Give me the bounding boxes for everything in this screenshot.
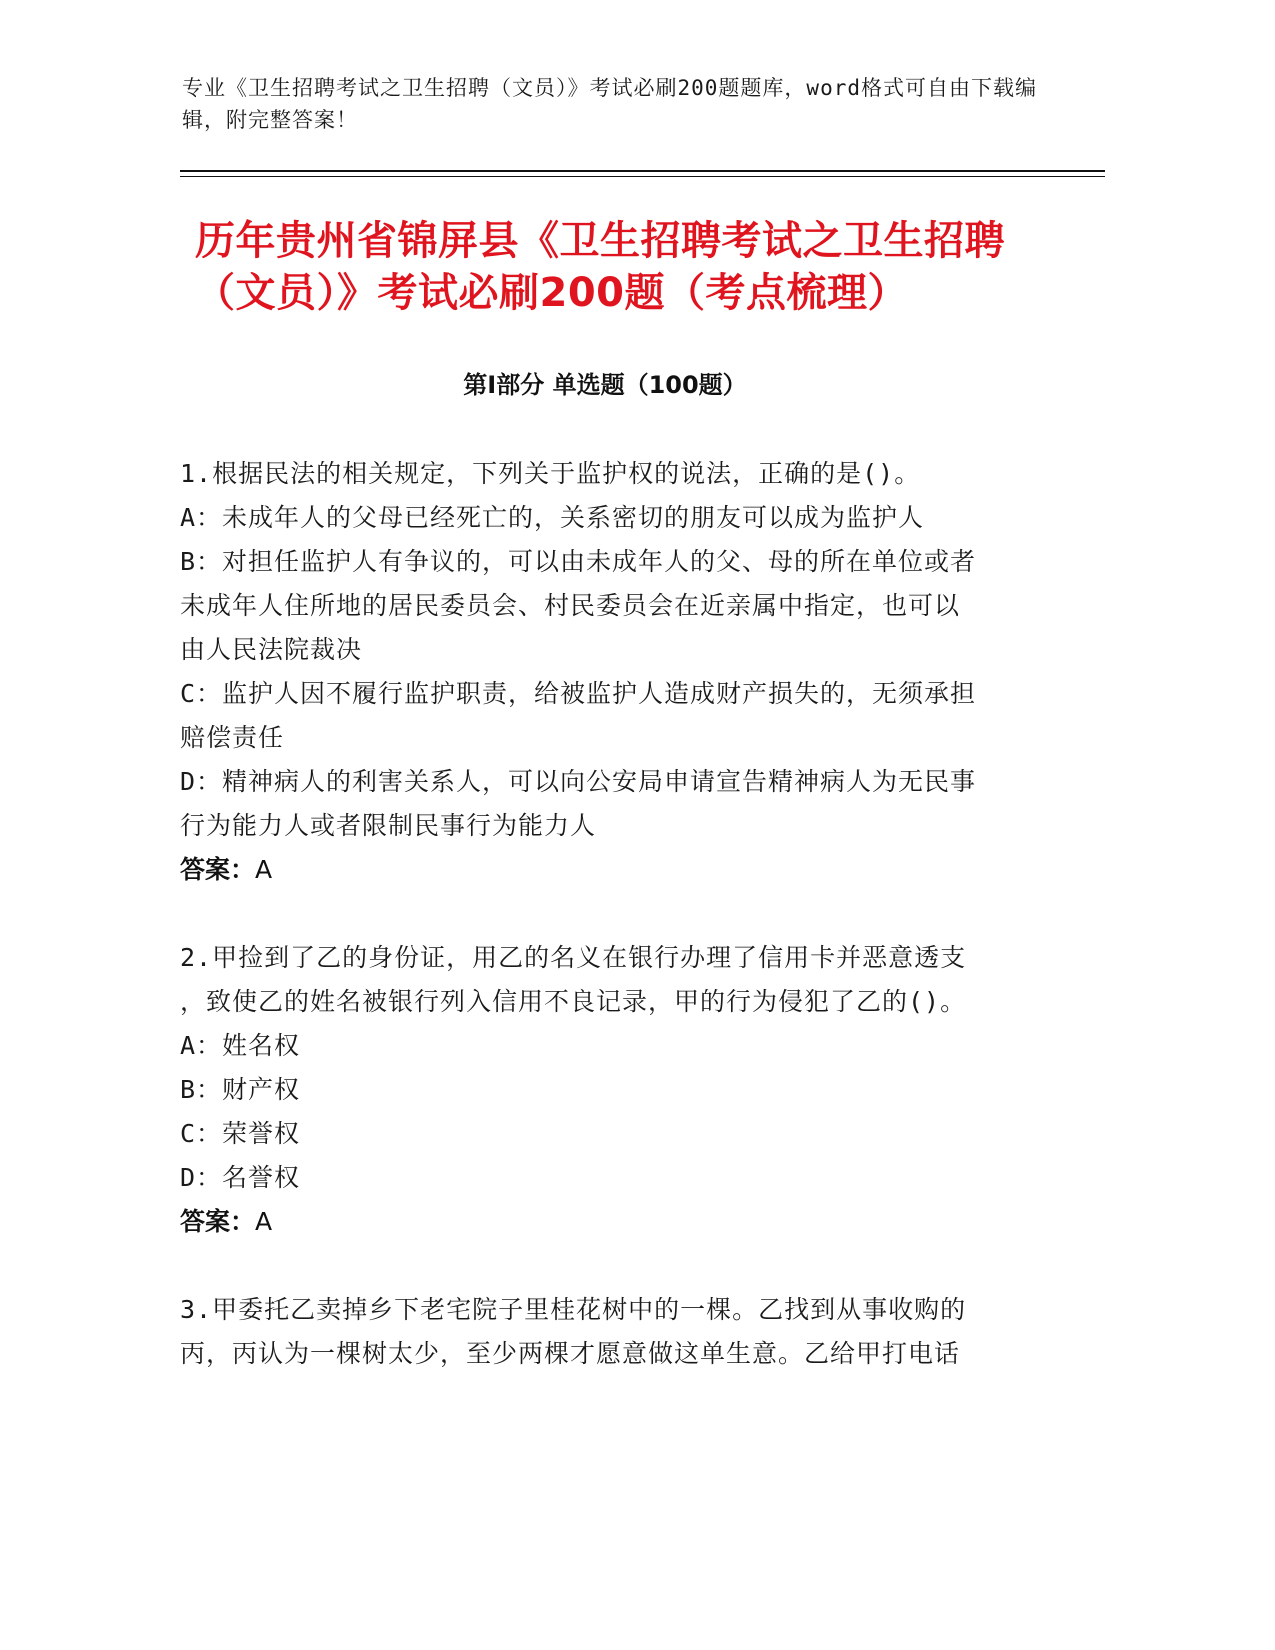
answer-line xyxy=(180,1200,1030,1244)
answer-label: 答案： xyxy=(180,1207,256,1236)
document-title: 历年贵州省锦屏县《卫生招聘考试之卫生招聘（文员）》考试必刷200题（考点梳理） xyxy=(195,218,1005,316)
question-line: 未成年人住所地的居民委员会、村民委员会在近亲属中指定，也可以 xyxy=(180,591,961,620)
question-line: 赔偿责任 xyxy=(180,723,285,752)
answer-value: A xyxy=(255,855,273,884)
question-line: B：对担任监护人有争议的，可以由未成年人的父、母的所在单位或者 xyxy=(180,547,977,576)
question-block xyxy=(180,1288,1030,1376)
question-line: 行为能力人或者限制民事行为能力人 xyxy=(180,811,597,840)
header-rule-thick xyxy=(180,170,1105,172)
question-block xyxy=(180,452,1030,892)
header-rule-thin xyxy=(180,176,1105,177)
question-line: ，致使乙的姓名被银行列入信用不良记录，甲的行为侵犯了乙的()。 xyxy=(180,987,967,1016)
header-note: 专业《卫生招聘考试之卫生招聘（文员）》考试必刷200题题库，word格式可自由下载编辑，附完整答案！ xyxy=(182,76,1037,132)
question-line: C：荣誉权 xyxy=(180,1119,301,1148)
question-line: 3.甲委托乙卖掉乡下老宅院子里桂花树中的一棵。乙找到从事收购的 xyxy=(180,1295,967,1324)
question-line: D：精神病人的利害关系人，可以向公安局申请宣告精神病人为无民事 xyxy=(180,767,977,796)
question-line: D：名誉权 xyxy=(180,1163,301,1192)
question-line: 1.根据民法的相关规定，下列关于监护权的说法，正确的是()。 xyxy=(180,459,921,488)
question-line: C：监护人因不履行监护职责，给被监护人造成财产损失的，无须承担 xyxy=(180,679,977,708)
section-title: 第Ⅰ部分 单选题（100题） xyxy=(463,371,747,399)
question-line: A：未成年人的父母已经死亡的，关系密切的朋友可以成为监护人 xyxy=(180,503,925,532)
question-line: B：财产权 xyxy=(180,1075,301,1104)
question-list xyxy=(180,452,1030,1420)
question-line: 丙，丙认为一棵树太少，至少两棵才愿意做这单生意。乙给甲打电话 xyxy=(180,1339,961,1368)
answer-label: 答案： xyxy=(180,855,256,884)
question-block xyxy=(180,936,1030,1244)
question-line: 2.甲捡到了乙的身份证，用乙的名义在银行办理了信用卡并恶意透支 xyxy=(180,943,967,972)
question-line: A：姓名权 xyxy=(180,1031,301,1060)
question-line: 由人民法院裁决 xyxy=(180,635,363,664)
answer-value: A xyxy=(255,1207,273,1236)
answer-line xyxy=(180,848,1030,892)
